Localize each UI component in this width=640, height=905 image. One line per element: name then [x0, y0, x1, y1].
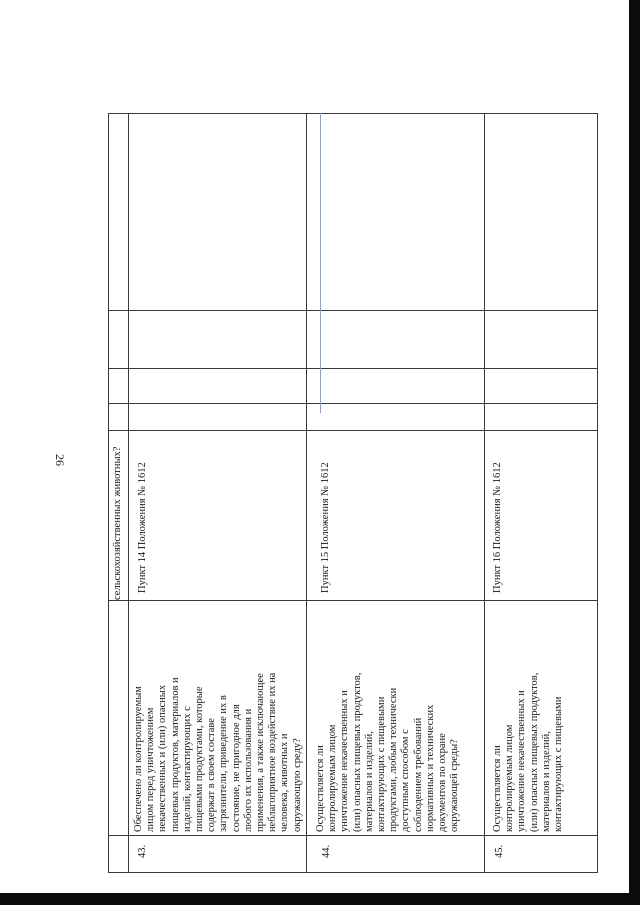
scan-edge-bottom: [0, 893, 640, 905]
row-divider-44-45: [484, 113, 485, 873]
row-43-question: Обеспечено ли контролируемым лицом перед уничтожением некачественных и (или) опасных пищевых продуктов, материалов и изделий, контактирующих с пищевыми продуктами, которые содержат в своем составе загрязнители, приведение их в состояние, не пригодное для любого их использования и применения, а также исключающее неблагоприятное воздействие их на человека, животных и окружающую среду?: [133, 672, 303, 832]
row-44-reference: Пункт 15 Положения № 1612: [320, 462, 331, 593]
row-45-reference: Пункт 16 Положения № 1612: [492, 462, 503, 593]
column-divider-answer-yes: [108, 403, 598, 404]
row-shade-line: [320, 113, 321, 413]
column-divider-answer-no: [108, 368, 598, 369]
row-divider-43-44: [306, 113, 307, 873]
column-divider-answer-na: [108, 310, 598, 311]
row-43-number: 43.: [137, 844, 148, 858]
row-45-number: 45.: [494, 844, 505, 858]
scan-edge-right: [629, 0, 640, 905]
row-divider-top: [128, 113, 129, 873]
column-divider-question-reference: [108, 600, 598, 601]
row-45-question: Осуществляется ли контролируемым лицом уничтожение некачественных и (или) опасных пищевых продуктов, материалов и изделий, контактирующих с пищевыми: [492, 672, 565, 832]
row-43-reference: Пункт 14 Положения № 1612: [137, 462, 148, 593]
top-cell-text: сельскохозяйственных животных?: [112, 446, 123, 600]
row-44-number: 44.: [321, 844, 332, 858]
page-number: 26: [53, 454, 67, 466]
column-divider-number: [108, 835, 598, 836]
row-44-question: Осуществляется ли контролируемым лицом уничтожение некачественных и (или) опасных пищевых продуктов, материалов и изделий, контактирующих с пищевыми продуктами, любым технически доступным способом с соблюдением требований нормативных и технических документов по охране окружающей среды?: [315, 672, 461, 832]
column-divider-reference-answer: [108, 430, 598, 431]
